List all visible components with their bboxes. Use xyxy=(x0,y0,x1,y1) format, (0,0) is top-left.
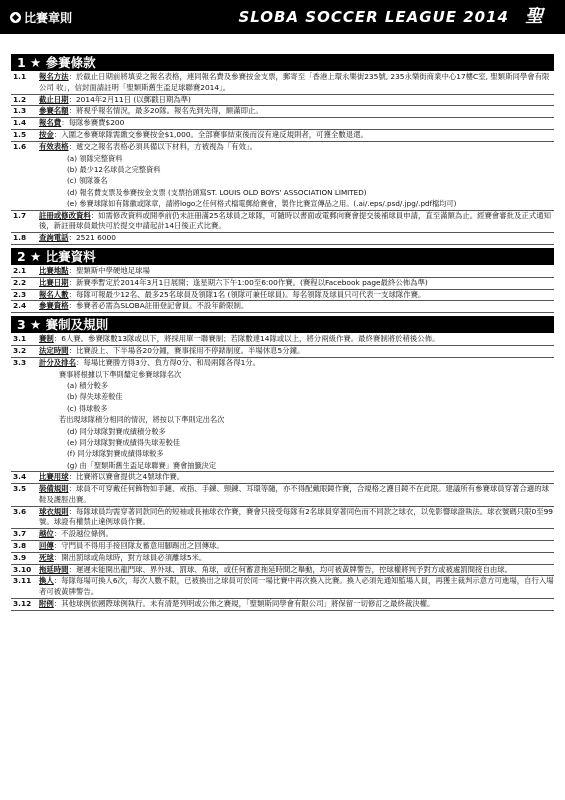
section-title: 3 ★ 賽制及規則 xyxy=(11,316,554,333)
rule-number: 3.8 xyxy=(13,541,27,551)
rule-label: 回傳 xyxy=(39,541,54,551)
rule-number: 3.11 xyxy=(13,576,32,586)
rule-label: 比賽地點 xyxy=(39,266,69,275)
rule-number: 1.1 xyxy=(13,72,27,81)
rule-item xyxy=(11,576,554,599)
rule-number: 1.6 xyxy=(13,141,27,151)
rule-text: ：球員不可穿戴任何飾物如手鏈、戒指、手鍊、頸鍊、耳環等隨，亦不得配戴眼鏡作賽，合規格之護目鏡不在此限。建議所有參賽球員穿著合適的球鞋及護脛出賽。 xyxy=(39,484,549,504)
rule-body xyxy=(39,472,554,483)
rule-item xyxy=(11,507,554,530)
rule-number: 3.10 xyxy=(13,564,32,574)
rule-body xyxy=(39,72,554,94)
logo xyxy=(10,9,72,26)
rule-number: 3.3 xyxy=(13,357,27,367)
league-title: SLOBA SOCCER LEAGUE 2014 xyxy=(238,8,509,26)
rule-item xyxy=(11,334,554,346)
rule-text: ：2014年2月11日 (以郵戳日期為準) xyxy=(68,94,191,104)
rule-sub-item: (c) 領隊簽名 xyxy=(67,176,108,186)
rule-body xyxy=(39,278,554,289)
rule-body xyxy=(39,507,554,529)
rule-text: ：每隊可報最少12名、最多25名球員及領隊1名 (領隊可兼任球員)。每名領隊及球員只可代表一支球隊作賽。 xyxy=(68,289,426,299)
rule-item xyxy=(11,106,554,118)
rule-number: 1.4 xyxy=(13,118,27,128)
rule-label: 計分及排名 xyxy=(39,357,76,367)
rule-number: 3.9 xyxy=(13,552,27,562)
rule-label: 註冊或修改資料 xyxy=(39,210,91,220)
rule-item xyxy=(11,211,554,234)
rule-text: ：每隊參賽費$200 xyxy=(61,118,125,128)
rule-text: ：2521 6000 xyxy=(68,233,116,243)
rule-label: 賽制 xyxy=(39,334,54,344)
rule-label: 越位 xyxy=(39,529,54,539)
rule-item xyxy=(11,130,554,142)
rule-body xyxy=(39,118,554,129)
rule-label: 換人 xyxy=(39,576,54,586)
rule-sub-item: (e) 同分球隊對賽成績得失球差較佳 xyxy=(67,438,180,448)
rule-number: 3.6 xyxy=(13,506,27,516)
rule-body xyxy=(39,334,554,345)
rule-number: 3.1 xyxy=(13,334,27,344)
rule-number: 3.5 xyxy=(13,484,27,494)
rule-text: ：每隊球員均需穿著同款同色的短袖或長袖球衣作賽，賽會只接受每隊有2名球員穿著同色而不同款之球衣，以免影響球證執法。球衣號碼只限0至99號。球證有權禁止違例球員作賽。 xyxy=(39,506,554,527)
rule-number: 3.12 xyxy=(13,599,32,608)
rule-label: 死球 xyxy=(39,552,54,562)
rule-label: 截止日期 xyxy=(39,94,69,104)
rule-item xyxy=(11,118,554,130)
rule-item xyxy=(11,484,554,507)
header-bar xyxy=(0,0,565,34)
rule-label: 拖延時間 xyxy=(39,564,69,574)
rule-sub-item: (d) 報名費支票及參賽按金支票 (支票抬頭寫ST. LOUIS OLD BOYS' ASSOCIATION LIMITED) xyxy=(67,187,367,197)
rule-body xyxy=(39,529,554,540)
rule-item xyxy=(11,233,554,245)
rule-item xyxy=(11,346,554,358)
rule-label: 裝備規則 xyxy=(39,484,69,494)
rule-label: 比賽日期 xyxy=(39,277,69,287)
rule-body xyxy=(39,541,554,552)
rule-sub-item: (b) 得失球差較佳 xyxy=(67,392,123,402)
section-title: 2 ★ 比賽資料 xyxy=(11,248,554,265)
rule-text: ：如需修改資料或開季前仍未註冊滿25名球員之球隊，可隨時以書面或電郵向賽會提交後補球員申請，直至滿額為止。經賽會審批及正式通知後，新註冊球員最快可於提交申請起計14日後正式比賽。 xyxy=(39,210,551,231)
rule-text: ：開出罰球或角球時，對方球員必須離球5米。 xyxy=(53,552,207,562)
rule-sub-item: 賽事將根據以下準則釐定參賽球隊名次 xyxy=(59,369,182,379)
rule-text: ：聖類斯中學硬地足球場 xyxy=(68,266,150,275)
rule-body xyxy=(39,290,554,301)
rule-sub-item: (c) 得球較多 xyxy=(67,403,108,413)
rule-body xyxy=(39,553,554,564)
rule-text: ：6人賽。參賽隊數13隊或以下，將採用單一聯賽制；若隊數達14隊或以上，將分兩級作賽。最終賽制將於稍後公佈。 xyxy=(53,334,440,344)
rule-label: 比賽用球 xyxy=(39,472,69,482)
rule-body xyxy=(39,346,554,357)
rule-number: 2.2 xyxy=(13,277,27,287)
rule-body xyxy=(39,106,554,117)
rule-body xyxy=(39,358,554,369)
rule-body xyxy=(39,565,554,576)
rule-body xyxy=(39,130,554,141)
rule-text: ：新賽季暫定於2014年3月1日展開；逢星期六下午1:00至6:00作賽。(賽程以Facebook page最終公佈為準) xyxy=(68,277,428,287)
rule-item xyxy=(11,529,554,541)
rule-number: 3.2 xyxy=(13,345,27,355)
rule-text: ：遞交之報名表格必須具備以下材料，方被視為「有效」。 xyxy=(68,141,258,151)
rule-sub-item: (g) 由「聖類斯舊生盃足球聯賽」賽會抽籤決定 xyxy=(67,460,217,470)
rule-body xyxy=(39,142,554,153)
rule-text: ：於截止日期前將填妥之報名表格，連同報名費及參賽按金支票，郵寄至「香港上環永樂街235號, 235永樂街商業中心17樓C室, 聖類斯同學會有限公司 收」，信封面請註明「聖類斯舊生盃足球聯賽2014」。 xyxy=(39,72,550,92)
soccer-ball-icon xyxy=(10,12,21,23)
rule-label: 報名方法 xyxy=(39,72,69,81)
rule-item xyxy=(11,72,554,95)
rule-label: 參賽名額 xyxy=(39,106,69,116)
rule-item xyxy=(11,472,554,484)
rule-body xyxy=(39,95,554,106)
rule-item xyxy=(11,301,554,313)
rule-number: 2.1 xyxy=(13,266,27,275)
rule-label: 報名人數 xyxy=(39,289,69,299)
rule-text: ：不設越位條例。 xyxy=(53,529,113,539)
rule-text: ：遲遲未能開出龍門球、界外球、罰球、角球，或任何蓄意拖延時間之舉動，均可被黃牌警告，控球權將判予對方或被處罰間接自由球。 xyxy=(68,564,513,574)
rule-label: 有效表格 xyxy=(39,141,69,151)
rule-sub-item: (b) 最少12名球員之完整資料 xyxy=(67,164,161,174)
rule-body xyxy=(39,211,554,233)
rule-number: 1.3 xyxy=(13,106,27,116)
rule-label: 球衣規則 xyxy=(39,506,69,516)
rule-item xyxy=(11,541,554,553)
rule-item xyxy=(11,278,554,290)
rule-sub-item: (f) 同分球隊對賽成績得球較多 xyxy=(67,449,164,459)
rule-item xyxy=(11,599,554,611)
rule-label: 查詢電話 xyxy=(39,233,69,243)
rule-item xyxy=(11,553,554,565)
rule-body xyxy=(39,301,554,312)
rule-body xyxy=(39,266,554,277)
crest-icon: 聖 xyxy=(525,6,543,27)
rule-item xyxy=(11,358,554,369)
rule-item xyxy=(11,95,554,107)
rule-number: 3.7 xyxy=(13,529,27,539)
rule-sub-item: (a) 積分較多 xyxy=(67,380,109,390)
rule-item xyxy=(11,266,554,278)
rule-text: ：入圍之參賽球隊需繳交參賽按金$1,000。全部賽事結束後而沒有違反規則者，可獲全數退還。 xyxy=(53,129,368,139)
rule-text: ：將視乎報名情況，最多20隊。報名先到先得，額滿即止。 xyxy=(68,106,263,116)
rules-document xyxy=(11,51,554,611)
rule-sub-item: (e) 參賽球隊如有隊徽或隊章，請將logo之任何格式檔電郵給賽會，製作比賽宣傳品之用。(.ai/.eps/.psd/.jpg/.pdf檔均可) xyxy=(67,199,457,209)
rule-label: 報名費 xyxy=(39,118,62,128)
rule-text: ：守門員不得用手接回隊友蓄意用腳踢出之回傳球。 xyxy=(53,541,224,551)
rule-number: 2.4 xyxy=(13,301,27,311)
rule-item xyxy=(11,142,554,153)
rule-text: ：每隊每場可換人6次，每次人數不限，已被換出之球員可於同一場比賽中再次換入比賽。換人必須先通知監場人員，再獲主裁判示意方可進場，自行入場者可被黃牌警告。 xyxy=(39,576,554,597)
rule-number: 1.2 xyxy=(13,94,27,104)
rule-body xyxy=(39,484,554,506)
rule-sub-item: 若出現球隊積分相同的情況，將按以下準則定出名次 xyxy=(59,415,225,425)
rule-item xyxy=(11,565,554,577)
rule-label: 按金 xyxy=(39,129,54,139)
rule-body xyxy=(39,576,554,598)
rule-text: ：每場比賽勝方得3分、負方得0分、和局兩隊各得1分。 xyxy=(75,357,261,367)
rule-label: 法定時間 xyxy=(39,345,69,355)
logo-text: 比賽章則 xyxy=(24,11,73,25)
rule-sub-item: (d) 同分球隊對賽成績積分較多 xyxy=(67,426,166,436)
rule-number: 2.3 xyxy=(13,289,27,299)
rule-text: ：其他球例依國際球例執行。未有清楚列明或公佈之賽規，「聖類斯同學會有限公司」將保留一切修訂之最終裁決權。 xyxy=(53,599,435,608)
rule-text: ：比賽將以賽會提供之4號球作賽。 xyxy=(68,472,185,482)
rule-sub-item: (a) 領隊完整資料 xyxy=(67,153,123,163)
rule-label: 參賽資格 xyxy=(39,301,69,311)
rule-body xyxy=(39,599,554,610)
rule-label: 附例 xyxy=(39,599,54,608)
rule-body xyxy=(39,233,554,244)
rule-text: ：比賽設上、下半場各20分鐘，賽事採用不停錶制度。半場休息5分鐘。 xyxy=(68,345,305,355)
rule-number: 3.4 xyxy=(13,472,27,482)
rule-text: ：參賽者必需為SLOBA註冊登記會員。不設年齡限制。 xyxy=(68,301,249,311)
rule-number: 1.8 xyxy=(13,233,27,243)
rule-number: 1.7 xyxy=(13,210,27,220)
section-title: 1 ★ 參賽條款 xyxy=(11,54,554,71)
rule-number: 1.5 xyxy=(13,129,27,139)
rule-item xyxy=(11,290,554,302)
